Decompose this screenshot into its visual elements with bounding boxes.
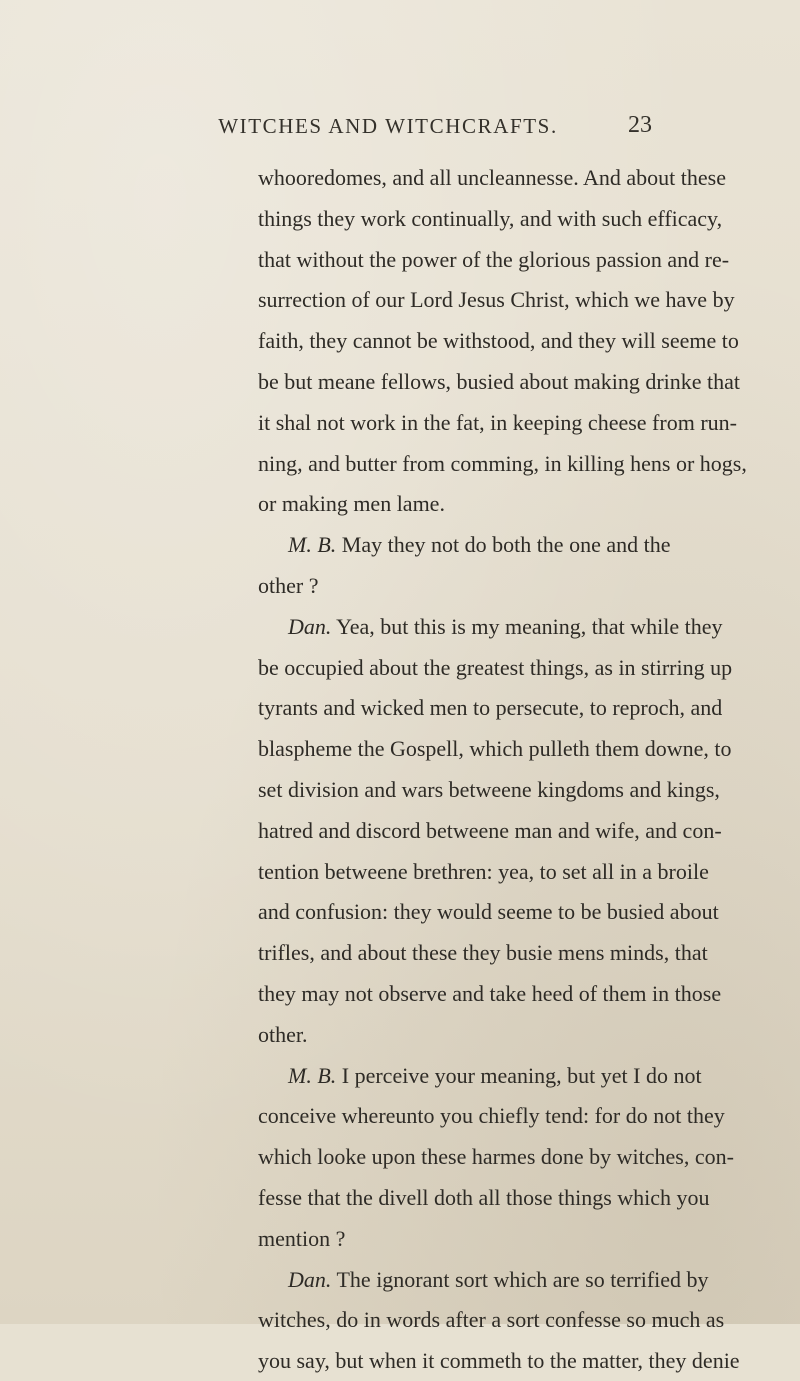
text-line: conceive whereunto you chiefly tend: for do not they — [258, 1103, 725, 1129]
speaker-label: Dan. — [288, 1266, 332, 1292]
text-line: or making men lame. — [258, 491, 445, 517]
text-line: things they work continually, and with such efficacy, — [258, 205, 723, 231]
text-line: blaspheme the Gospell, which pulleth them downe, to — [258, 736, 732, 762]
text-line: whooredomes, and all uncleannesse. And about these — [258, 165, 726, 190]
text-line: M. B. May they not do both the one and the — [288, 532, 671, 558]
text-line: be occupied about the greatest things, as in stirring up — [258, 654, 733, 680]
running-head — [124, 114, 652, 148]
text-line: fesse that the divell doth all those things which you — [258, 1185, 710, 1210]
text-line: they may not observe and take heed of them in those — [258, 981, 722, 1006]
text-line: be but meane fellows, busied about making drinke that — [258, 369, 741, 394]
text-line: tention betweene brethren: yea, to set all in a broile — [258, 858, 709, 884]
text-line: Dan. The ignorant sort which are so terrified by — [288, 1266, 709, 1292]
text-line: ning, and butter from comming, in killing hens or hogs, — [258, 450, 747, 476]
speaker-label: M. B. — [288, 532, 337, 558]
page-number: 23 — [628, 112, 652, 138]
text-line: trifles, and about these they busie mens minds, that — [258, 940, 708, 966]
text-line: mention ? — [258, 1225, 346, 1251]
text-line: Dan. Yea, but this is my meaning, that while they — [288, 613, 723, 639]
text-line: that without the power of the glorious passion and re- — [258, 246, 730, 272]
text-line: other ? — [258, 573, 319, 598]
text-line: other. — [258, 1021, 308, 1047]
speaker-label: M. B. — [288, 1062, 337, 1088]
text-line: it shal not work in the fat, in keeping cheese from run- — [258, 409, 737, 435]
text-line: and confusion: they would seeme to be busied about — [258, 899, 719, 925]
text-line: hatred and discord betweene man and wife, and con- — [258, 817, 722, 843]
text-line: set division and wars betweene kingdoms and kings, — [258, 777, 720, 802]
speaker-label: Dan. — [288, 613, 332, 639]
running-title: WITCHES AND WITCHCRAFTS. — [218, 114, 558, 138]
text-line: witches, do in words after a sort confesse so much as — [258, 1307, 725, 1333]
text-line: faith, they cannot be withstood, and they will seeme to — [258, 328, 739, 354]
text-line: which looke upon these harmes done by witches, con- — [258, 1144, 734, 1170]
text-line: tyrants and wicked men to persecute, to reproch, and — [258, 695, 723, 721]
text-line: M. B. I perceive your meaning, but yet I do not — [288, 1062, 702, 1088]
text-line: surrection of our Lord Jesus Christ, which we have by — [258, 287, 735, 313]
text-line: you say, but when it commeth to the matter, they denie — [258, 1348, 740, 1374]
